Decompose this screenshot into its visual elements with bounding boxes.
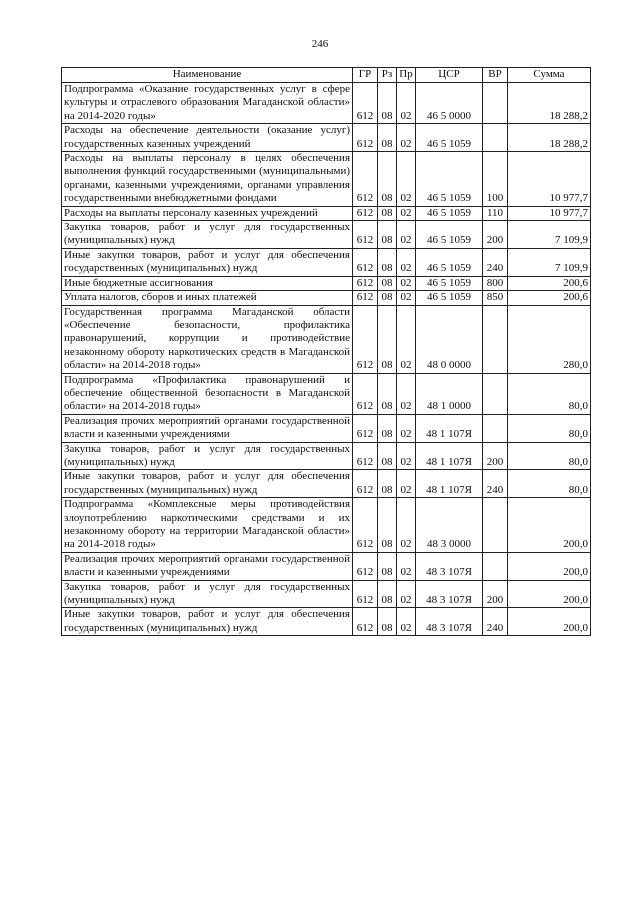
cell-sum: 200,0 [508, 498, 591, 553]
cell-sum: 18 288,2 [508, 83, 591, 124]
cell-rz: 08 [378, 442, 397, 470]
cell-gr: 612 [353, 83, 378, 124]
cell-pr: 02 [397, 124, 416, 152]
cell-vr [483, 83, 508, 124]
cell-gr: 612 [353, 124, 378, 152]
cell-pr: 02 [397, 552, 416, 580]
cell-gr: 612 [353, 373, 378, 414]
cell-csr: 46 5 1059 [416, 291, 483, 305]
table-row [62, 83, 591, 124]
column-header-vr: ВР [483, 68, 508, 83]
column-header-rz: Рз [378, 68, 397, 83]
cell-gr: 612 [353, 152, 378, 207]
cell-csr: 46 5 1059 [416, 124, 483, 152]
cell-gr: 612 [353, 206, 378, 220]
cell-gr: 612 [353, 580, 378, 608]
cell-csr: 48 1 0000 [416, 373, 483, 414]
table-header-row [62, 68, 591, 83]
cell-gr: 612 [353, 276, 378, 290]
cell-vr [483, 498, 508, 553]
table-row [62, 124, 591, 152]
cell-rz: 08 [378, 221, 397, 249]
table-row [62, 442, 591, 470]
cell-sum: 280,0 [508, 305, 591, 373]
cell-rz: 08 [378, 291, 397, 305]
cell-csr: 46 5 1059 [416, 206, 483, 220]
cell-rz: 08 [378, 414, 397, 442]
cell-sum: 7 109,9 [508, 221, 591, 249]
cell-csr: 48 1 107Я [416, 414, 483, 442]
cell-name: Расходы на выплаты персоналу в целях обеспечения выполнения функций государственными (муниципальными) органами, казенными учреждениями, органами управления государственными внебюджетными фондами [62, 152, 353, 207]
cell-name: Иные закупки товаров, работ и услуг для обеспечения государственных (муниципальных) нужд [62, 470, 353, 498]
cell-vr [483, 373, 508, 414]
table-row [62, 248, 591, 276]
cell-gr: 612 [353, 498, 378, 553]
cell-gr: 612 [353, 552, 378, 580]
column-header-pr: Пр [397, 68, 416, 83]
cell-sum: 200,0 [508, 608, 591, 636]
table-row [62, 206, 591, 220]
cell-rz: 08 [378, 608, 397, 636]
cell-sum: 7 109,9 [508, 248, 591, 276]
cell-name: Закупка товаров, работ и услуг для государственных (муниципальных) нужд [62, 442, 353, 470]
table-row [62, 414, 591, 442]
cell-vr: 200 [483, 580, 508, 608]
table-row [62, 373, 591, 414]
cell-name: Расходы на обеспечение деятельности (оказание услуг) государственных казенных учреждений [62, 124, 353, 152]
cell-rz: 08 [378, 552, 397, 580]
cell-vr: 240 [483, 248, 508, 276]
cell-pr: 02 [397, 276, 416, 290]
cell-csr: 48 0 0000 [416, 305, 483, 373]
cell-pr: 02 [397, 498, 416, 553]
cell-vr: 240 [483, 608, 508, 636]
cell-pr: 02 [397, 442, 416, 470]
cell-pr: 02 [397, 248, 416, 276]
cell-pr: 02 [397, 580, 416, 608]
cell-gr: 612 [353, 248, 378, 276]
cell-pr: 02 [397, 206, 416, 220]
cell-name: Закупка товаров, работ и услуг для государственных (муниципальных) нужд [62, 221, 353, 249]
cell-csr: 46 5 1059 [416, 248, 483, 276]
cell-vr: 800 [483, 276, 508, 290]
cell-pr: 02 [397, 305, 416, 373]
table-row [62, 552, 591, 580]
cell-gr: 612 [353, 305, 378, 373]
cell-vr: 100 [483, 152, 508, 207]
cell-sum: 200,0 [508, 552, 591, 580]
table-row [62, 498, 591, 553]
cell-vr [483, 305, 508, 373]
cell-pr: 02 [397, 608, 416, 636]
column-header-csr: ЦСР [416, 68, 483, 83]
table-row [62, 221, 591, 249]
table-body [62, 83, 591, 636]
cell-csr: 46 5 0000 [416, 83, 483, 124]
cell-name: Государственная программа Магаданской области «Обеспечение безопасности, профилактика правонарушений, коррупции и противодействие незаконному обороту наркотических средств в Магаданской области» на 2014-2018 годы» [62, 305, 353, 373]
cell-rz: 08 [378, 498, 397, 553]
cell-sum: 10 977,7 [508, 206, 591, 220]
cell-name: Подпрограмма «Оказание государственных услуг в сфере культуры и отраслевого образования Магаданской области» на 2014-2020 годы» [62, 83, 353, 124]
cell-sum: 80,0 [508, 373, 591, 414]
budget-table [61, 67, 591, 636]
cell-rz: 08 [378, 373, 397, 414]
cell-vr: 200 [483, 221, 508, 249]
cell-csr: 48 3 107Я [416, 552, 483, 580]
cell-sum: 80,0 [508, 470, 591, 498]
column-header-gr: ГР [353, 68, 378, 83]
cell-csr: 48 3 107Я [416, 608, 483, 636]
cell-pr: 02 [397, 291, 416, 305]
cell-vr [483, 124, 508, 152]
cell-sum: 200,0 [508, 580, 591, 608]
cell-rz: 08 [378, 470, 397, 498]
cell-vr [483, 414, 508, 442]
cell-name: Иные закупки товаров, работ и услуг для обеспечения государственных (муниципальных) нужд [62, 248, 353, 276]
cell-sum: 18 288,2 [508, 124, 591, 152]
cell-gr: 612 [353, 414, 378, 442]
cell-sum: 200,6 [508, 276, 591, 290]
cell-gr: 612 [353, 470, 378, 498]
cell-pr: 02 [397, 414, 416, 442]
cell-name: Закупка товаров, работ и услуг для государственных (муниципальных) нужд [62, 580, 353, 608]
cell-name: Иные бюджетные ассигнования [62, 276, 353, 290]
table-row [62, 152, 591, 207]
cell-pr: 02 [397, 470, 416, 498]
cell-rz: 08 [378, 152, 397, 207]
cell-pr: 02 [397, 152, 416, 207]
cell-rz: 08 [378, 248, 397, 276]
cell-csr: 48 1 107Я [416, 442, 483, 470]
cell-vr: 200 [483, 442, 508, 470]
cell-gr: 612 [353, 442, 378, 470]
cell-rz: 08 [378, 124, 397, 152]
cell-name: Расходы на выплаты персоналу казенных учреждений [62, 206, 353, 220]
cell-sum: 200,6 [508, 291, 591, 305]
cell-pr: 02 [397, 83, 416, 124]
cell-csr: 46 5 1059 [416, 276, 483, 290]
cell-pr: 02 [397, 221, 416, 249]
cell-name: Уплата налогов, сборов и иных платежей [62, 291, 353, 305]
cell-pr: 02 [397, 373, 416, 414]
cell-name: Реализация прочих мероприятий органами государственной власти и казенными учреждениями [62, 414, 353, 442]
cell-rz: 08 [378, 305, 397, 373]
cell-rz: 08 [378, 276, 397, 290]
table-row [62, 305, 591, 373]
cell-vr: 850 [483, 291, 508, 305]
cell-gr: 612 [353, 608, 378, 636]
cell-name: Реализация прочих мероприятий органами государственной власти и казенными учреждениями [62, 552, 353, 580]
column-header-name: Наименование [62, 68, 353, 83]
cell-csr: 46 5 1059 [416, 152, 483, 207]
cell-csr: 48 1 107Я [416, 470, 483, 498]
cell-gr: 612 [353, 291, 378, 305]
cell-csr: 46 5 1059 [416, 221, 483, 249]
cell-rz: 08 [378, 580, 397, 608]
cell-csr: 48 3 0000 [416, 498, 483, 553]
cell-csr: 48 3 107Я [416, 580, 483, 608]
page-number: 246 [311, 38, 329, 50]
table-row [62, 276, 591, 290]
cell-sum: 80,0 [508, 442, 591, 470]
cell-vr: 240 [483, 470, 508, 498]
cell-sum: 80,0 [508, 414, 591, 442]
cell-vr [483, 552, 508, 580]
table-row [62, 291, 591, 305]
table-row [62, 580, 591, 608]
table-row [62, 608, 591, 636]
cell-gr: 612 [353, 221, 378, 249]
cell-rz: 08 [378, 83, 397, 124]
cell-vr: 110 [483, 206, 508, 220]
cell-name: Иные закупки товаров, работ и услуг для обеспечения государственных (муниципальных) нужд [62, 608, 353, 636]
cell-sum: 10 977,7 [508, 152, 591, 207]
cell-name: Подпрограмма «Комплексные меры противодействия злоупотреблению наркотическими средствами и их незаконному обороту на территории Магаданской области» на 2014-2018 годы» [62, 498, 353, 553]
table-row [62, 470, 591, 498]
cell-name: Подпрограмма «Профилактика правонарушений и обеспечение общественной безопасности в Магаданской области» на 2014-2018 годы» [62, 373, 353, 414]
cell-rz: 08 [378, 206, 397, 220]
column-header-sum: Сумма [508, 68, 591, 83]
